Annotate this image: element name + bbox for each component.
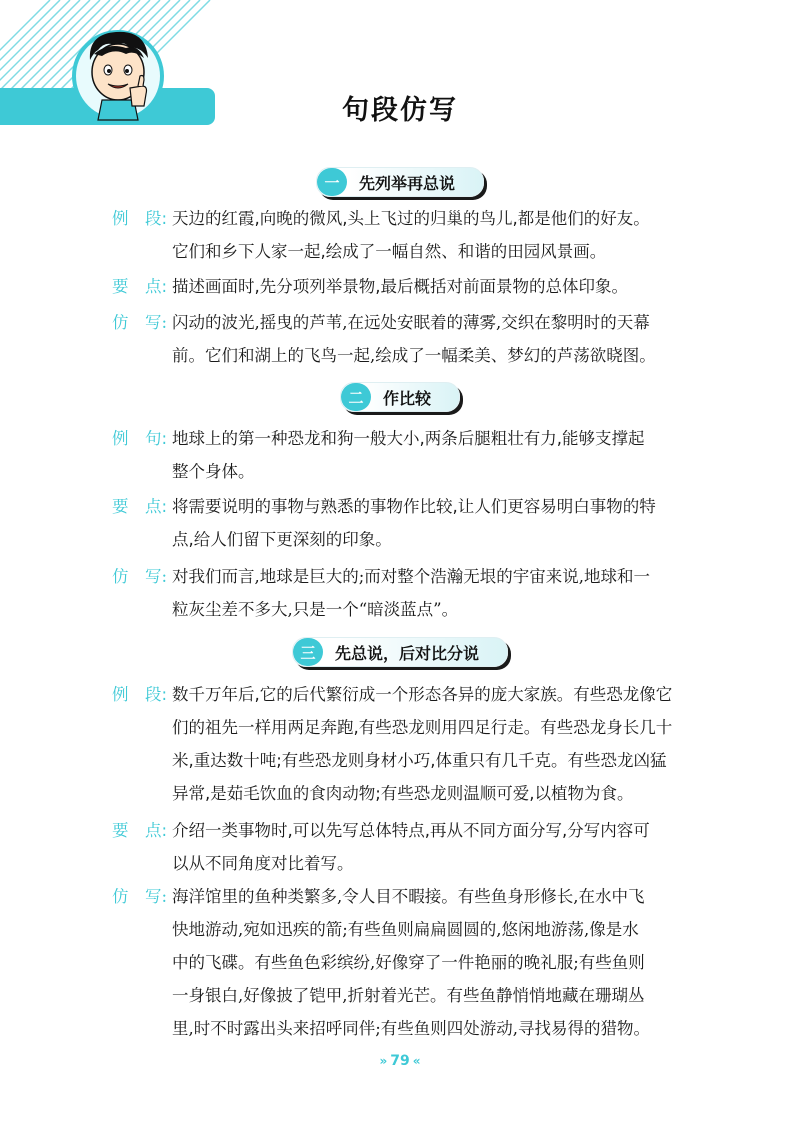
section-number: 三 <box>293 638 323 666</box>
entry-text <box>172 880 732 1045</box>
section-pill <box>316 167 484 197</box>
text-line: 一身银白,好像披了铠甲,折射着光芒。有些鱼静悄悄地藏在珊瑚丛 <box>172 986 645 1005</box>
keypoint-block <box>112 270 732 303</box>
text-line: 米,重达数十吨;有些恐龙则身材小巧,体重只有几千克。有些恐龙凶猛 <box>172 751 667 770</box>
page-title: 句段仿写 <box>342 95 458 126</box>
chevron-right-icon: » <box>379 1054 388 1068</box>
entry-label: 要 点: <box>112 277 168 296</box>
imitation-block <box>112 306 732 372</box>
example-block <box>112 202 732 268</box>
text-line: 海洋馆里的鱼种类繁多,令人目不暇接。有些鱼身形修长,在水中飞 <box>172 887 645 906</box>
example-block <box>112 678 732 810</box>
imitation-block <box>112 880 732 1045</box>
page-number <box>0 1053 800 1069</box>
text-line: 地球上的第一种恐龙和狗一般大小,两条后腿粗壮有力,能够支撑起 <box>172 429 645 448</box>
entry-text <box>172 678 732 810</box>
text-line: 将需要说明的事物与熟悉的事物作比较,让人们更容易明白事物的特 <box>172 497 656 516</box>
text-line: 整个身体。 <box>172 462 255 481</box>
entry-label: 要 点: <box>112 497 168 516</box>
text-line: 们的祖先一样用两足奔跑,有些恐龙则用四足行走。有些恐龙身长几十 <box>172 718 673 737</box>
section-heading-3 <box>0 637 800 667</box>
text-line: 数千万年后,它的后代繁衍成一个形态各异的庞大家族。有些恐龙像它 <box>172 685 673 704</box>
section-title: 先列举再总说 <box>358 173 455 193</box>
text-line: 描述画面时,先分项列举景物,最后概括对前面景物的总体印象。 <box>172 277 628 296</box>
imitation-block <box>112 560 732 626</box>
entry-text <box>172 422 732 488</box>
text-line: 天边的红霞,向晚的微风,头上飞过的归巢的鸟儿,都是他们的好友。 <box>172 209 650 228</box>
page-number-value: 79 <box>390 1053 410 1069</box>
entry-text <box>172 560 732 626</box>
text-line: 介绍一类事物时,可以先写总体特点,再从不同方面分写,分写内容可 <box>172 821 650 840</box>
text-line: 里,时不时露出头来招呼同伴;有些鱼则四处游动,寻找易得的猎物。 <box>172 1019 651 1038</box>
section-heading-1 <box>0 167 800 197</box>
text-line: 以从不同角度对比着写。 <box>172 854 354 873</box>
entry-text <box>172 306 732 372</box>
entry-label: 仿 写: <box>112 313 168 332</box>
example-block <box>112 422 732 488</box>
section-pill <box>292 637 508 667</box>
text-line: 它们和乡下人家一起,绘成了一幅自然、和谐的田园风景画。 <box>172 242 607 261</box>
entry-label: 仿 写: <box>112 887 168 906</box>
entry-label: 仿 写: <box>112 567 168 586</box>
keypoint-block <box>112 490 732 556</box>
entry-text <box>172 490 732 556</box>
text-line: 中的飞碟。有些鱼色彩缤纷,好像穿了一件艳丽的晚礼服;有些鱼则 <box>172 953 645 972</box>
text-line: 快地游动,宛如迅疾的箭;有些鱼则扁扁圆圆的,悠闲地游荡,像是水 <box>172 920 639 939</box>
entry-label: 例 句: <box>112 429 168 448</box>
entry-text <box>172 270 732 303</box>
section-number: 一 <box>317 168 347 196</box>
entry-label: 例 段: <box>112 685 168 704</box>
entry-label: 例 段: <box>112 209 168 228</box>
section-number: 二 <box>341 383 371 411</box>
text-line: 前。它们和湖上的飞鸟一起,绘成了一幅柔美、梦幻的芦荡欲晓图。 <box>172 346 656 365</box>
text-line: 对我们而言,地球是巨大的;而对整个浩瀚无垠的宇宙来说,地球和一 <box>172 567 651 586</box>
chevron-left-icon: « <box>412 1054 421 1068</box>
section-title: 作比较 <box>382 388 431 408</box>
entry-text <box>172 814 732 880</box>
entry-label: 要 点: <box>112 821 168 840</box>
keypoint-block <box>112 814 732 880</box>
entry-text <box>172 202 732 268</box>
text-line: 点,给人们留下更深刻的印象。 <box>172 530 392 549</box>
text-line: 异常,是茹毛饮血的食肉动物;有些恐龙则温顺可爱,以植物为食。 <box>172 784 634 803</box>
section-pill <box>340 382 460 412</box>
text-line: 闪动的波光,摇曳的芦苇,在远处安眠着的薄雾,交织在黎明时的天幕 <box>172 313 650 332</box>
text-line: 粒灰尘差不多大,只是一个“暗淡蓝点”。 <box>172 600 459 619</box>
section-title: 先总说，后对比分说 <box>334 643 479 663</box>
section-heading-2 <box>0 382 800 412</box>
